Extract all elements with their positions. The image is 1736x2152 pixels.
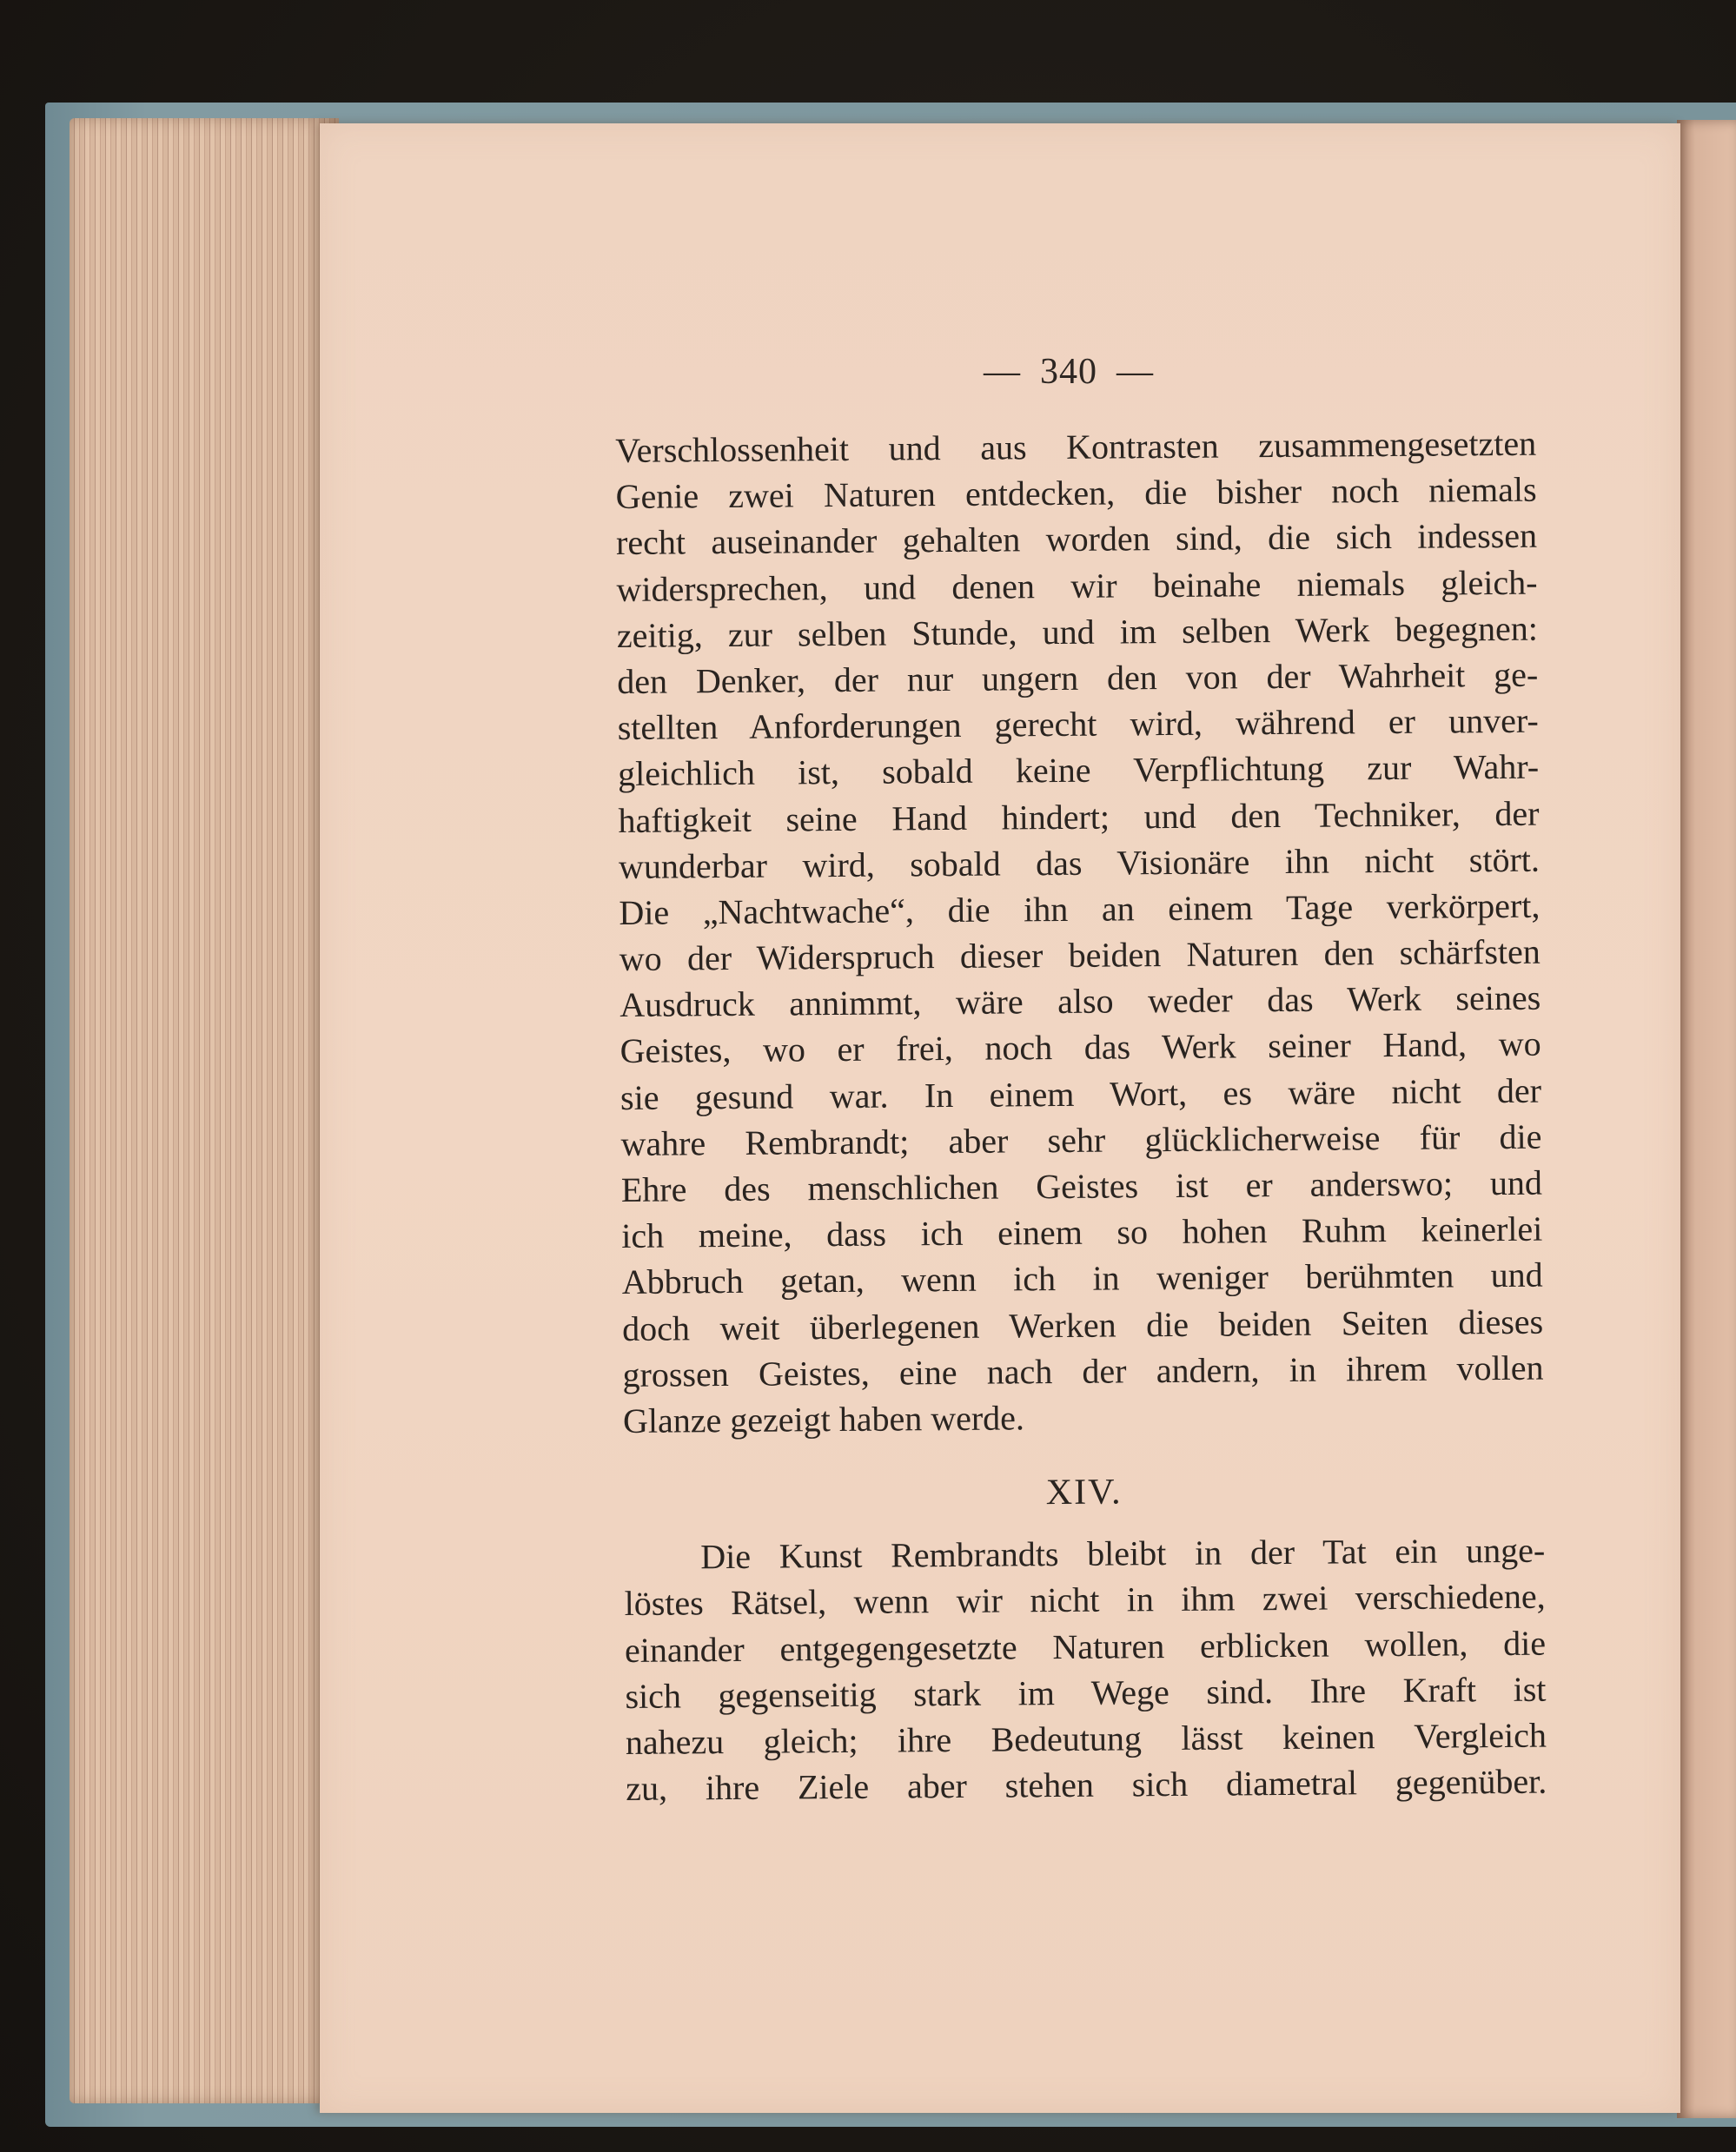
- page-edges: [70, 118, 339, 2103]
- text-line: nahezu gleich; ihre Bedeutung lässt keinen Vergleich: [625, 1715, 1547, 1762]
- text-line: Die „Nachtwache“, die ihn an einem Tage verkörpert,: [619, 885, 1541, 932]
- facing-page-edge: [1677, 120, 1736, 2118]
- text-line: Glanze gezeigt haben werde.: [622, 1398, 1025, 1440]
- text-line: stellten Anforderungen gerecht wird, während er unver-: [617, 700, 1539, 748]
- text-line: löstes Rätsel, wenn wir nicht in ihm zwei verschiedene,: [624, 1576, 1546, 1624]
- text-line: Die Kunst Rembrandts bleibt in der Tat ein unge-: [700, 1530, 1546, 1577]
- text-line: Genie zwei Naturen entdecken, die bisher noch niemals: [615, 469, 1537, 517]
- text-line: Geistes, wo er frei, noch das Werk seiner Hand, wo: [620, 1024, 1541, 1071]
- text-line: haftigkeit seine Hand hindert; und den Techniker, der: [618, 793, 1540, 840]
- text-line: Verschlossenheit und aus Kontrasten zusammengesetzten: [615, 423, 1537, 470]
- text-line: den Denker, der nur ungern den von der Wahrheit ge-: [617, 654, 1539, 701]
- page-number-dash-right: —: [1116, 352, 1154, 392]
- text-line: recht auseinander gehalten worden sind, die sich indessen: [615, 516, 1538, 563]
- text-line: wunderbar wird, sobald das Visionäre ihn nicht stört.: [618, 839, 1541, 886]
- text-line: Ehre des menschlichen Geistes ist er anderswo; und: [620, 1162, 1543, 1209]
- text-line: widersprechen, und denen wir beinahe niemals gleich-: [616, 562, 1538, 609]
- text-line: zeitig, zur selben Stunde, und im selben Werk begegnen:: [616, 608, 1539, 655]
- page-number: [956, 351, 1182, 393]
- text-line: gleichlich ist, sobald keine Verpflichtung zur Wahr-: [617, 746, 1540, 794]
- text-line: zu, ihre Ziele aber stehen sich diametral gegenüber.: [626, 1761, 1547, 1809]
- text-line: wahre Rembrandt; aber sehr glücklicherweise für die: [620, 1116, 1542, 1163]
- text-line: Abbruch getan, wenn ich in weniger berühmten und: [621, 1255, 1543, 1302]
- section-heading: XIV.: [1045, 1472, 1123, 1513]
- text-line: ich meine, dass ich einem so hohen Ruhm keinerlei: [621, 1208, 1543, 1256]
- page-number-value: 340: [1040, 352, 1097, 392]
- text-line: doch weit überlegenen Werken die beiden Seiten dieses: [621, 1301, 1544, 1348]
- text-line: sich gegenseitig stark im Wege sind. Ihre Kraft ist: [625, 1669, 1547, 1716]
- text-line: Ausdruck annimmt, wäre also weder das Werk seines: [620, 977, 1541, 1025]
- text-line: sie gesund war. In einem Wort, es wäre nicht der: [620, 1070, 1542, 1117]
- text-line: grossen Geistes, eine nach der andern, in ihrem vollen: [622, 1347, 1544, 1394]
- text-line: einander entgegengesetzte Naturen erblicken wollen, die: [624, 1623, 1547, 1670]
- page-number-dash-left: —: [984, 352, 1021, 392]
- body-text: [615, 420, 1547, 1812]
- text-line: wo der Widerspruch dieser beiden Naturen den schärfsten: [619, 931, 1541, 979]
